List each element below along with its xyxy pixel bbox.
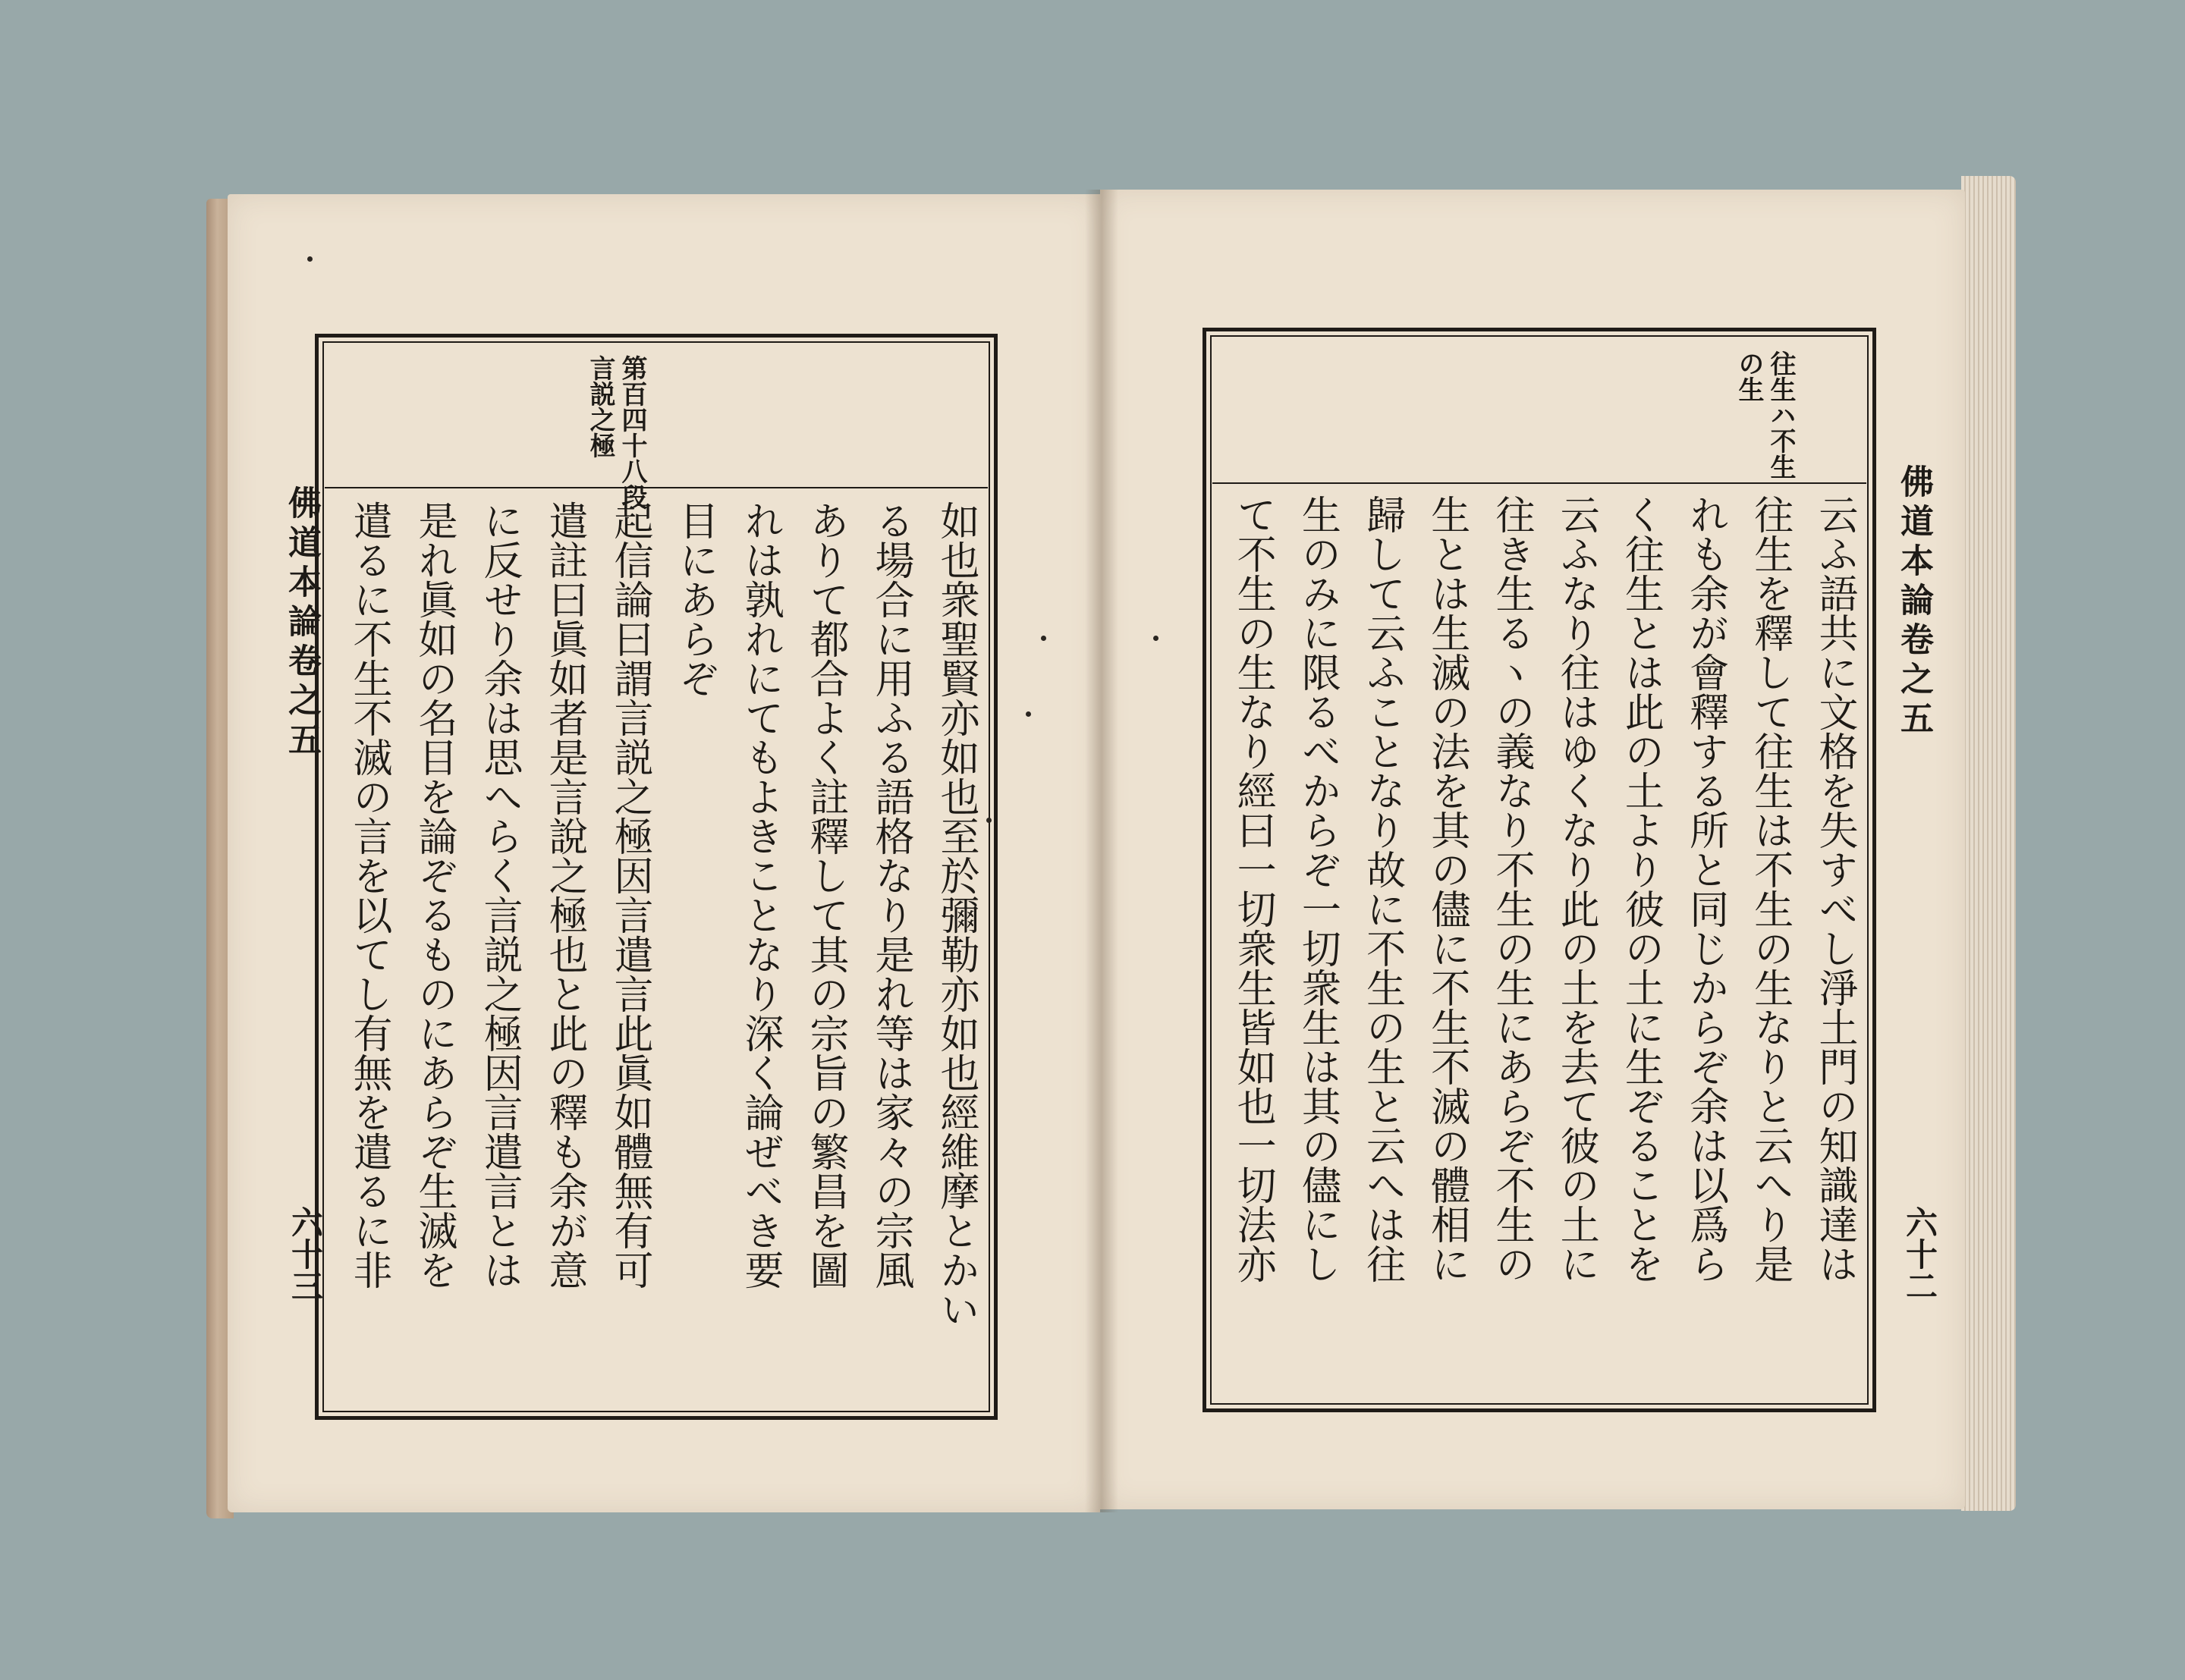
right-folio: 六十二 [1901, 1206, 1938, 1302]
right-text-column: 云ふ語共に文格を失すべし淨土門の知識達は [1812, 495, 1857, 1283]
binding-hole-dot [1041, 636, 1046, 641]
right-text-column: れも余が會釋する所と同じからぞ余は以爲ら [1682, 495, 1728, 1283]
left-text-column: 遣るに不生不滅の言を以てし有無を遣るに非 [346, 501, 391, 1289]
right-text-column: 生のみに限るべからぞ一切衆生は其の儘にし [1294, 495, 1341, 1283]
left-folio: 六十三 [287, 1206, 324, 1302]
right-text-column: 往き生るヽの義なり不生の生にあらぞ不生の [1488, 495, 1534, 1283]
binding-hole-dot [986, 818, 992, 823]
right-section-title: 往生ハ不生 [1765, 350, 1796, 479]
right-section-title-cont: の生 [1734, 350, 1764, 402]
left-text-column: に反せり余は思へらく言説之極因言遣言とは [476, 501, 522, 1289]
left-body-text [334, 501, 986, 1411]
binding-hole-dot [1153, 636, 1159, 641]
book-gutter [1085, 190, 1118, 1512]
left-text-column: れは孰れにてもよきことなり深く論ぜべき要 [737, 501, 783, 1289]
right-text-column: 云ふなり往はゆくなり此の土を去て彼の土に [1553, 495, 1599, 1283]
left-text-column: 起信論曰謂言説之極因言遣言此眞如體無有可 [607, 501, 652, 1289]
left-text-column: 目にあらぞ [672, 501, 718, 698]
right-text-column: て不生の生なり經曰一切衆生皆如也一切法亦 [1230, 495, 1276, 1283]
binding-hole-dot [1026, 711, 1031, 717]
left-section-title: 言説之極 [585, 355, 615, 458]
left-text-column: ありて都合よく註釋して其の宗旨の繁昌を圖 [803, 501, 848, 1289]
left-text-column: 如也衆聖賢亦如也至於彌勒亦如也經維摩とかい [933, 501, 979, 1329]
right-text-column: 生とは生滅の法を其の儘に不生不滅の體相に [1423, 495, 1470, 1283]
right-text-column: く往生とは此の土より彼の土に生ぞることを [1618, 495, 1664, 1283]
right-text-column: 歸して云ふことなり故に不生の生と云へは往 [1359, 495, 1405, 1283]
right-text-column: 往生を釋して往生は不生の生なりと云へり是 [1746, 495, 1793, 1283]
right-heading-rule [1212, 482, 1866, 484]
right-body-text [1223, 495, 1865, 1405]
left-text-column: 遣註曰眞如者是言說之極也と此の釋も余が意 [542, 501, 587, 1289]
left-section-number: 第百四十八段 [617, 355, 647, 510]
left-text-column: 是れ眞如の名目を論ぞるものにあらぞ生滅を [411, 501, 457, 1289]
page-block-edge-right [1961, 176, 2016, 1511]
left-running-title: 佛道本論卷之五 [282, 485, 321, 761]
left-heading-rule [325, 487, 988, 488]
right-running-title: 佛道本論卷之五 [1894, 464, 1933, 740]
left-text-column: る場合に用ふる語格なり是れ等は家々の宗風 [868, 501, 913, 1289]
page-mark-dot [307, 256, 313, 262]
